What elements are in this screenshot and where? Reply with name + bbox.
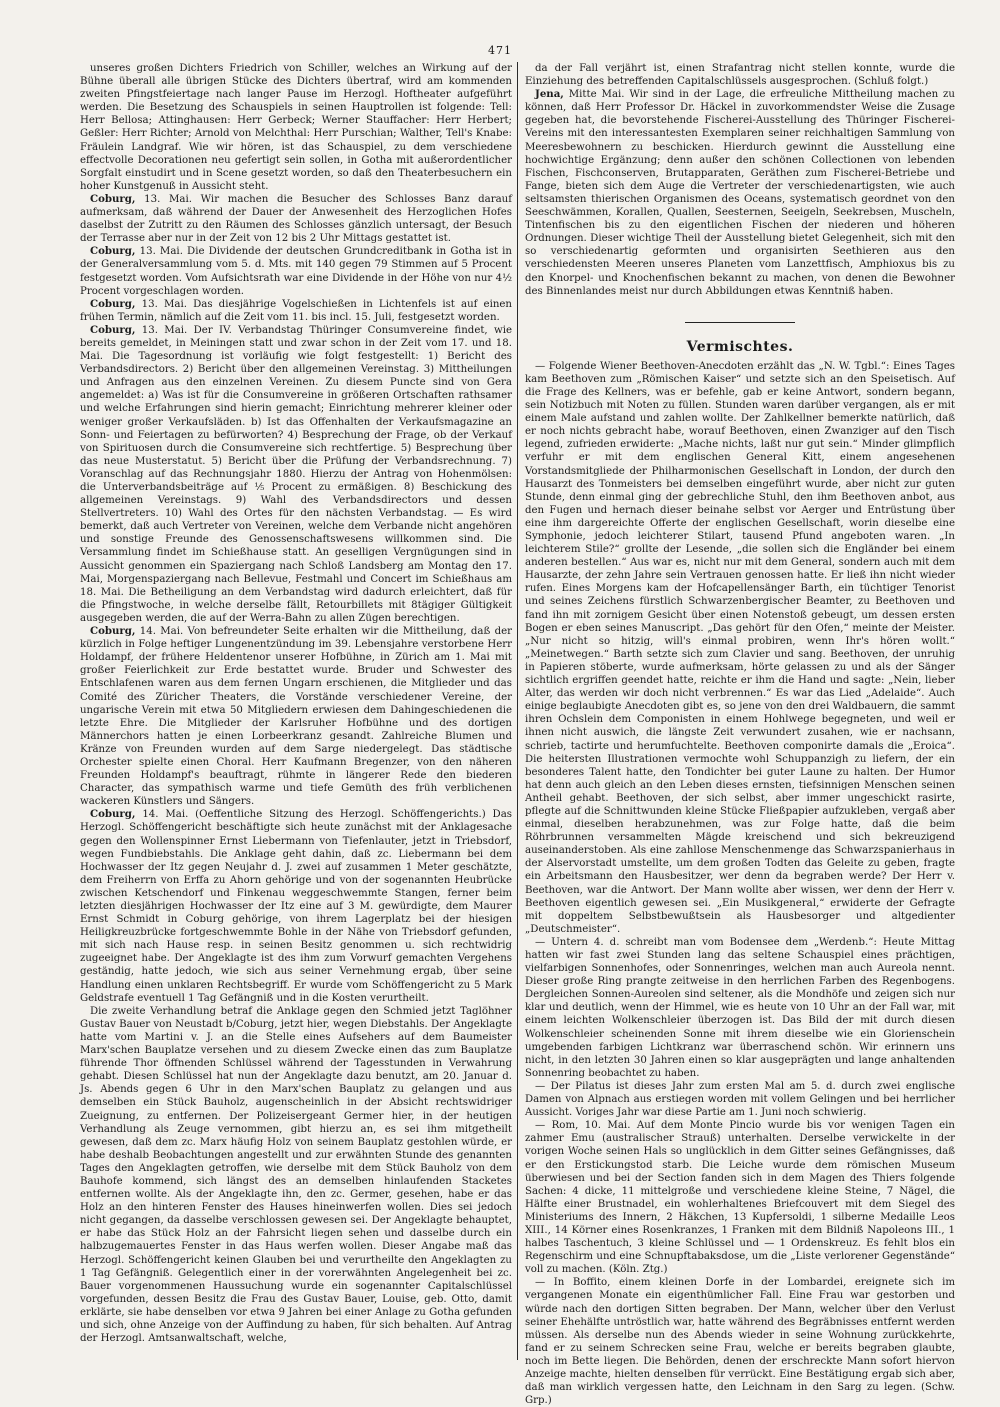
article-text: 13. Mai. Wir machen die Besucher des Schlosses Banz darauf aufmerksam, daß während der Dauer der Anwesenheit des Herzoglichen Hofes daselbst der Zutritt zu den Räumen des Schlosses gänzlich untersagt, der Besuch der Terrasse aber nur in der Zeit von 12 bis 2 Uhr Mittags gestattet ist. — [80, 193, 512, 245]
article-paragraph — [525, 1080, 955, 1119]
article-text: — Untern 4. d. schreibt man vom Bodensee dem „Werdenb.“: Heute Mittag hatten wir fast zwei Stunden lang das seltene Schauspiel eines prächtigen, vielfarbigen Sonnenhofes, oder Sonnenringes, welchen man auch Aureola nennt. Dieser große Ring prangte zeitweise in den herrlichen Farben des Regenbogens. Dergleichen Sonnen-Aureolen sind seltener, als die Mondhöfe und zeigen sich nur klar und deutlich, wenn der Himmel, wie es heute von 10 Uhr an der Fall war, mit einem leichten Wolkenschleier überzogen ist. Das Bild der mit durch diesen Wolkenschleier scheinenden Sonne mit ihrem dieselbe wie ein Glorienschein umgebenden farbigen Lichtkranz war überraschend schön. Wir erinnern uns nicht, in den letzten 30 Jahren einen so klar ausgeprägten und lange anhaltenden Sonnenring beobachtet zu haben. — [525, 936, 955, 1079]
article-text: — Der Pilatus ist dieses Jahr zum ersten Mal am 5. d. durch zwei englische Damen von Alpnach aus erstiegen worden mit vollem Gelingen und bei herrlicher Aussicht. Voriges Jahr war diese Partie am 1. Juni noch schwierig. — [525, 1080, 955, 1119]
article-paragraph — [525, 936, 955, 1080]
article-dateline: Coburg, — [90, 625, 136, 638]
article-text: unseres großen Dichters Friedrich von Schiller, welches an Wirkung auf der Bühne überall alle übrigen Stücke des Dichters übertraf, wird am kommenden zweiten Pfingstfeiertage nach langer Pause im Herzogl. Hoftheater aufgeführt werden. Die Besetzung des Schauspiels in seinen Hauptrollen ist folgende: Tell: Herr Bellosa; Attinghausen: Herr Gerbeck; Werner Stauffacher: Herr Herbert; Geßler: Herr Richter; Arnold von Melchthal: Herr Purschian; Walther, Tell's Knabe: Fräulein Landgraf. Wie wir hören, ist das Schauspiel, zu dem verschiedene effectvolle Decorationen neu gefertigt sein sollen, in Gotha mit außerordentlicher Sorgfalt einstudirt und in Scene gesetzt worden, so daß den Theaterbesuchern ein hoher Kunstgenuß in Aussicht steht. — [80, 63, 512, 192]
column-divider — [517, 62, 518, 1360]
right-column — [525, 62, 955, 1407]
article-paragraph — [525, 88, 955, 298]
article-dateline: Jena, — [535, 88, 564, 101]
article-text: Die zweite Verhandlung betraf die Anklage gegen den Schmied jetzt Taglöhner Gustav Bauer von Neustadt b/Coburg, jetzt hier, wegen Diebstahls. Der Angeklagte hatte vom Martini v. J. an die Stelle eines Aufsehers auf dem Baumeister Marx'schen Bauplatze versehen und zu diesem Zwecke einen das zum Bauplatze führende Thor öffnenden Schlüssel während der Tagesstunden in Verwahrung gehabt. Diesen Schlüssel hat nun der Angeklagte dazu benutzt, am 20. Januar d. Js. Abends gegen 6 Uhr in den Marx'schen Bauplatz zu gelangen und aus demselben ein Stück Bauholz, augenscheinlich in der Absicht rechtswidriger Zueignung, zu entfernen. Der Polizeisergeant Germer hier, in der heutigen Verhandlung als Zeuge vernommen, gibt hierzu an, es sei ihm mitgetheilt gewesen, daß dem zc. Marx häufig Holz von seinem Bauplatz gestohlen würde, er habe deshalb Beobachtungen angestellt und zur erwähnten Stunde des genannten Tages den Angeklagten getroffen, wie derselbe mit dem Stück Bauholz von dem Bauhofe kommend, sich längst des an demselben hinlaufenden Stacketes entfernen wollte. Als der Angeklagte ihn, den zc. Germer, gesehen, habe er das Holz an den hinteren Fenster des Hauses hineinwerfen wollen. Dies sei jedoch nicht gegangen, da dasselbe verschlossen gewesen sei. Der Angeklagte behauptet, er habe das Stück Holz an der Fahrsicht liegen sehen und dasselbe durch ein halbzugemauertes Fenster in das Haus werfen wollen. Dieser Angabe maß das Herzogl. Schöffengericht keinen Glauben bei und verurtheilte den Angeklagten zu 1 Tag Gefängniß. Gelegentlich einer in der vorerwähnten Angelegenheit bei zc. Bauer vorgenommenen Haussuchung wurde ein sogenannter Capitalschlüssel vorgefunden, dessen Besitz die Frau des Gustav Bauer, Louise, geb. Otto, damit erklärte, sie habe denselben vor etwa 9 Jahren bei einer Anlage zu Gotha gefunden und sich, ohne Anzeige von der Auffindung zu haben, für sich behalten. Auf Antrag der Herzogl. Amtsanwaltschaft, welche, — [80, 1005, 512, 1345]
article-paragraph — [525, 360, 955, 936]
article-paragraph — [80, 62, 512, 193]
article-paragraph — [525, 1276, 955, 1407]
article-paragraph — [525, 62, 955, 88]
article-paragraph — [80, 1005, 512, 1345]
article-text: — In Boffito, einem kleinen Dorfe in der Lombardei, ereignete sich im vergangenen Monate ein eigenthümlicher Fall. Eine Frau war gestorben und würde nach den dortigen Sitten begraben. Der Mann, welcher über den Verlust seiner Ehehälfte untröstlich war, hatte während des Begräbnisses entfernt werden müssen. Als derselbe nun des Abends wieder in seine Wohnung zurückkehrte, fand er zu seinem Schrecken seine Frau, welche er bereits begraben glaubte, noch im Bette liegen. Die Behörden, denen der erschreckte Mann sofort hiervon Anzeige machte, hielten denselben für verrückt. Eine Bestätigung ergab sich aber, daß man wirklich vergessen hatte, den Leichnam in den Sarg zu legen. (Schw. Grp.) — [525, 1277, 955, 1407]
article-dateline: Coburg, — [90, 192, 136, 205]
page-number: 471 — [488, 44, 512, 57]
article-paragraph — [80, 245, 512, 297]
article-text: 14. Mai. Von befreundeter Seite erhalten wir die Mittheilung, daß der kürzlich in Folge heftiger Lungenentzündung im 39. Lebensjahre verstorbene Herr Holdampf, der frühere Heldentenor unserer Hofbühne, in Zürich am 1. Mai mit großer Feierlichkeit zur Erde bestattet wurde. Bruder und Schwester des Entschlafenen waren aus dem fernen Ungarn erschienen, die Mitglieder und das Comité des Züricher Theaters, die Vorstände verschiedener Vereine, der ungarische Verein mit etwa 50 Mitgliedern erwiesen dem Dahingeschiedenen die letzte Ehre. Die Mitglieder der Karlsruher Hofbühne und des dortigen Männerchors hatten je einen Lorbeerkranz gesandt. Zahlreiche Blumen und Kränze von Freunden wurden auf dem Sarge niedergelegt. Das städtische Orchester spielte einen Choral. Herr Kaufmann Bregenzer, von den näheren Freunden Holdampf's beauftragt, rühmte in längerer Rede den biederen Character, das sympathisch warme und tiefe Gemüth des früh verblichenen wackeren Künstlers und Sängers. — [80, 626, 512, 808]
section-separator-rule — [685, 322, 795, 323]
left-column — [80, 62, 512, 1362]
article-paragraph — [80, 193, 512, 245]
article-dateline: Coburg, — [90, 245, 136, 258]
section-heading: Vermischtes. — [686, 338, 794, 355]
article-paragraph — [80, 808, 512, 1004]
article-text: — Folgende Wiener Beethoven-Anecdoten erzählt das „N. W. Tgbl.“: Eines Tages kam Beethoven zum „Römischen Kaiser“ und setzte sich an den Speisetisch. Auf die Frage des Kellners, was er befehle, gab er keine Antwort, sondern begann, sein Notizbuch mit Noten zu füllen. Stunden waren darüber vergangen, als er mit einem Male aufstand und zahlen wollte. Der Zahlkellner bemerkte natürlich, daß er noch nichts gebracht habe, worauf Beethoven, einen Zwanziger auf den Tisch legend, zufrieden erwiderte: „Mache nichts, laßt nur gut sein.“ Minder glimpflich verfuhr er mit dem englischen General Kitt, einem angesehenen Vorstandsmitgliede der Philharmonischen Gesellschaft in London, der durch den Hausarzt des Tonmeisters bei demselben eingeführt wurde, aber nicht zur guten Stunde, denn einmal ging der gebrechliche Stuhl, den ihm Beethoven anbot, aus den Fugen und hernach dieser beinahe selbst vor Aerger und Entrüstung über eine ihm dargereichte Offerte der englischen Gesellschaft, worin dieselbe eine Symphonie, jedoch leichterer Stilart, tausend Pfund angeboten waren. „In leichterem Stile?“ grollte der Lesende, „die sollen sich die Engländer bei einem anderen bestellen.“ Aus war es, nicht nur mit dem General, sondern auch mit dem Hausarzte, der zehn Jahre sein Vertrauen genossen hatte. Er ließ ihn nicht wieder rufen. Eines Morgens kam der Hofcapellensänger Barth, ein tüchtiger Tenorist und seines Zeichens fürstlich Schwarzenbergischer Beamter, zu Beethoven und fand ihn mit zornigem Gesicht über einen Notenstoß gebeugt, um dessen ersten Bogen er eben seines Manuscript. „Das gehört für den Ofen,“ meinte der Meister. „Nur nicht so hitzig, will's einmal probiren, wenn Ihr's hören wollt.“ „Meinetwegen.“ Barth setzte sich zum Clavier und sang. Beethoven, der unruhig in Papieren stöberte, wurde aufmerksam, hörte gelassen zu und als der Sänger sichtlich ergriffen geendet hatte, reichte er ihm die Hand und sagte: „Nein, lieber Alter, das werden wir doch nicht verbrennen.“ Es war das Lied „Adelaide“. Auch einige beglaubigte Anecdoten gibt es, so jene von den drei Waldbauern, die sammt ihren Ochslein dem Componisten in einem Hohlwege begegneten, und weil er ihnen nicht auswich, die längste Zeit verwundert zusahen, wie er nachsann, schrieb, tactirte und herumfuchtelte. Beethoven componirte damals die „Eroica“. Die heitersten Illustrationen vermochte wohl Schuppanzigh zu liefern, der ein besonderes Talent hatte, den Tondichter bei guter Laune zu halten. Der Humor hat denn auch gleich an den Leben dieses ernsten, tiefsinnigen Menschen seinen Antheil gehabt. Beethoven, der sich selbst, aber immer ungeschickt rasirte, pflegte auf die Schnittwunden kleine Stücke Fließpapier aufzukleben, vergaß aber einmal, dieselben herabzunehmen, was zur Folge hatte, daß die beim Röhrbrunnen versammelten Mägde kreischend und sich bekreuzigend auseinanderstoben. Als eine zahllose Menschenmenge das Schwarzspanierhaus in der Alservorstadt umstellte, um dem großen Todten das Geleite zu geben, fragte ein Arbeitsmann den Hausbesitzer, wer denn da begraben werde? Der Herr v. Beethoven, war die Antwort. Der Mann wollte aber wissen, wer denn der Herr v. Beethoven eigentlich gewesen sei. „Ein Musikgeneral,“ erwiderte der Gefragte mit doppeltem Selbstbewußtsein als Hausbesorger und altgedienter „Deutschmeister“. — [525, 360, 955, 935]
article-dateline: Coburg, — [90, 808, 136, 821]
article-text: 13. Mai. Der IV. Verbandstag Thüringer Consumvereine findet, wie bereits gemeldet, in Meiningen statt und zwar schon in der Zeit vom 17. und 18. Mai. Die Tagesordnung ist vorläufig wie folgt festgestellt: 1) Bericht des Verbandsdirectors. 2) Bericht über den allgemeinen Vereinstag. 3) Mittheilungen und Anfragen aus den einzelnen Vereinen. Zu diesem Puncte sind von Gera angemeldet: a) Was ist für die Consumvereine in größeren Ortschaften rathsamer und welche Erfahrungen sind hierin gemacht; Einrichtung mehrerer kleiner oder weniger großer Verkaufsläden. b) Ist das Offenhalten der Verkaufsmagazine an Sonn- und Feiertagen zu befürworten? 4) Besprechung der Frage, ob der Verkauf von Spirituosen durch die Consumvereine sich rechtfertige. 5) Besprechung über das neue Musterstatut. 5) Bericht über die Prüfung der Verbandsrechnung. 7) Voranschlag auf das Rechnungsjahr 1880. Hierzu der Antrag von Hohenmölsen: die Unterverbandsbeiträge auf ⅕ Procent zu ermäßigen. 8) Beschickung des allgemeinen Vereinstags. 9) Wahl des Verbandsdirectors und dessen Stellvertreters. 10) Wahl des Ortes für den nächsten Verbandstag. — Es wird bemerkt, daß auch Vertreter von Vereinen, welche dem Verbande nicht angehören und sonstige Freunde des Genossenschaftswesens willkommen sind. Die Versammlung findet im Schießhause statt. An geselligen Vergnügungen sind in Aussicht genommen ein Spaziergang nach Schloß Landsberg am Montag den 17. Mai, Morgenspaziergang nach Bellevue, Festmahl und Concert im Schießhaus am 18. Mai. Die Betheiligung an dem Verbandstag wird dadurch erleichtert, daß für die Pfingstwoche, in welche derselbe fällt, Retourbillets mit 8tägiger Gültigkeit ausgegeben werden, die auf der Werra-Bahn zu allen Zügen berechtigen. — [80, 324, 512, 624]
article-paragraph — [525, 1119, 955, 1276]
right-column-top-articles — [525, 62, 955, 298]
article-paragraph — [80, 324, 512, 625]
article-paragraph — [80, 298, 512, 324]
article-paragraph — [80, 625, 512, 808]
article-dateline: Coburg, — [90, 297, 136, 310]
article-dateline: Coburg, — [90, 323, 136, 336]
article-text: — Rom, 10. Mai. Auf dem Monte Pincio wurde bis vor wenigen Tagen ein zahmer Emu (australischer Strauß) unterhalten. Derselbe verwickelte in der vorigen Woche seinen Hals so unglücklich in dem Gitter seines Gefängnisses, daß er den Erstickungstod starb. Die Leiche wurde dem römischen Museum überwiesen und bei der Section fanden sich in dem Magen des Thiers folgende Sachen: 4 dicke, 11 mittelgroße und verschiedene kleine Steine, 7 Nägel, die Hälfte einer Brustnadel, ein wohlerhaltenes Briefcouvert mit dem Siegel des Ministeriums des Innern, 2 Häkchen, 13 Kupfersoldi, 1 silberne Medaille Leos XIII., 14 Körner eines Rosenkranzes, 1 Franken mit dem Bildniß Napoleons III., 1 halbes Taschentuch, 3 kleine Schlüssel und — 1 Ordenskreuz. Es fehlt blos ein Regenschirm und eine Schnupftabaksdose, um die „Liste verlorener Gegenstände“ voll zu machen. (Köln. Ztg.) — [525, 1120, 955, 1276]
article-text: 13. Mai. Die Dividende der deutschen Grundcreditbank in Gotha ist in der Generalversammlung vom 5. d. Mts. mit 140 gegen 79 Stimmen auf 5 Procent festgesetzt worden. Vom Aufsichtsrath war eine Dividende in der Höhe von nur 4½ Procent vorgeschlagen worden. — [80, 246, 512, 297]
article-text: Mitte Mai. Wir sind in der Lage, die erfreuliche Mittheilung machen zu können, daß Herr Professor Dr. Häckel in zuvorkommendster Weise die Zusage gegeben hat, die bevorstehende Fischerei-Ausstellung des Thüringer Fischerei-Vereins mit den interessantesten Exemplaren seiner reichhaltigen Sammlung von Meeresbewohnern zu beschicken. Hierdurch gewinnt die Ausstellung eine hochwichtige Ergänzung; denn außer den schönen Collectionen von lebenden Fischen, Fischconserven, Brutapparaten, Geräthen zum Fischerei-Betriebe und Fange, bieten sich dem Auge die Vertreter der verschiedenartigsten, wie auch seltsamsten thierischen Organismen des Oceans, systematisch geordnet von den Seeschwämmen, Korallen, Quallen, Seesternen, Seeigeln, Seekrebsen, Muscheln, Tintenfischen bis zu den eigentlichen Fischen der niederen und höheren Ordnungen. Dieser wichtige Theil der Ausstellung bietet Gelegenheit, sich mit den so verschiedenartig geformten und organisirten Seethieren aus den verschiedensten Meeren unseres Planeten vom Lanzettfisch, Amphioxus bis zu den Knorpel- und Knochenfischen bekannt zu machen, von denen die Bewohner des Binnenlandes meist nur durch Abbildungen etwas Kenntniß haben. — [525, 89, 955, 297]
article-text: 14. Mai. (Oeffentliche Sitzung des Herzogl. Schöffengerichts.) Das Herzogl. Schöffengericht beschäftigte sich heute zunächst mit der Anklagesache gegen den Wollenspinner Ernst Liebermann von Tiefenlauter, jetzt in Triebsdorf, wegen Fundbiebstahls. Die Anklage geht dahin, daß zc. Liebermann bei dem Hochwasser der Itz gegen Neujahr d. J. zwei auf zusammen 1 Meter geschätzte, dem Freiherrn von Erffa zu Ahorn gehörige und von der sogenannten Heubrücke zwischen Ketschendorf und Finkenau weggeschwemmte Stangen, ferner beim letzten diesjährigen Hochwasser der Itz eine auf 3 M. gewürdigte, dem Maurer Ernst Schmidt in Coburg gehörige, von ihrem Lagerplatz bei der hiesigen Heiligkreuzbrücke fortgeschwemmte Bohle in der Nähe von Triebsdorf gefunden, mit sich nach Hause resp. in seinen Besitz genommen u. sich rechtwidrig zugeeignet habe. Der Angeklagte ist des ihm zum Vorwurf gemachten Vergehens geständig, hatte jedoch, wie sich aus seiner Vernehmung ergab, über seine Handlung einen unklaren Rechtsbegriff. Er wurde vom Schöffengericht zu 5 Mark Geldstrafe eventuell 1 Tag Gefängniß und in die Kosten verurtheilt. — [80, 809, 512, 1004]
article-text: da der Fall verjährt ist, einen Strafantrag nicht stellen konnte, wurde die Einziehung des betreffenden Capitalschlüssels ausgesprochen. (Schluß folgt.) — [525, 63, 955, 88]
article-text: 13. Mai. Das diesjährige Vogelschießen in Lichtenfels ist auf einen frühen Termin, nämlich auf die Zeit vom 11. bis incl. 15. Juli, festgesetzt worden. — [80, 298, 512, 323]
right-column-miscellany — [525, 360, 955, 1407]
